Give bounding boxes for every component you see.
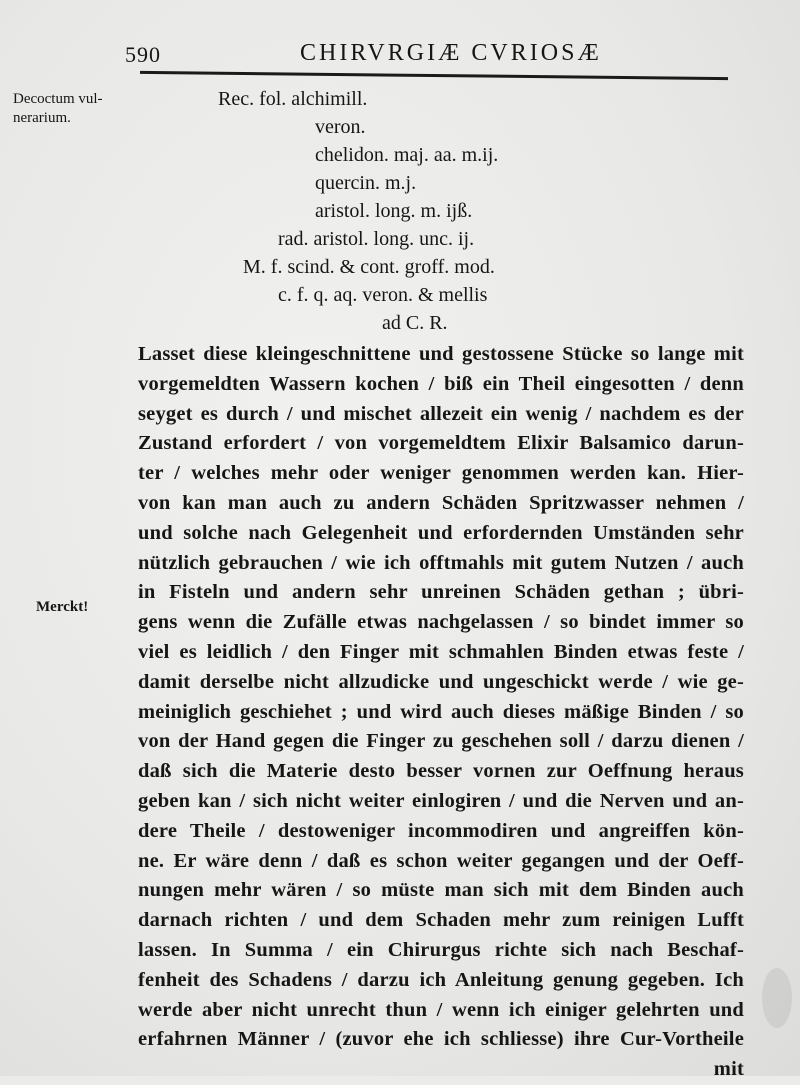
text-line: und solche nach Gelegenheit und erfordernden Umständen sehr (138, 521, 744, 544)
recipe-line: c. f. q. aq. veron. & mellis (278, 284, 488, 306)
text-line: darnach richten / und dem Schaden mehr zum reinigen Lufft (138, 909, 744, 932)
recipe-line: aristol. long. m. ijß. (315, 200, 473, 222)
page-number: 590 (125, 42, 161, 67)
recipe-line: ad C. R. (382, 312, 448, 334)
recipe-line: veron. (315, 116, 366, 138)
recipe-line: quercin. m.j. (315, 172, 417, 194)
recipe-line: M. f. scind. & cont. groff. mod. (243, 256, 495, 278)
recipe-line: rad. aristol. long. unc. ij. (278, 228, 475, 250)
text-line: damit derselbe nicht allzudicke und ungeschickt werde / wie ge- (138, 670, 744, 693)
text-line: in Fisteln und andern sehr unreinen Schäden gethan ; übri- (138, 581, 744, 604)
text-line: nungen mehr wären / so müste man sich mit dem Binden auch (138, 879, 744, 902)
text-line: Zustand erfordert / von vorgemeldtem Elixir Balsamico darun- (138, 432, 744, 455)
text-line: daß sich die Materie desto besser vornen zur Oeffnung heraus (138, 760, 744, 783)
text-line: von der Hand gegen die Finger zu geschehen soll / darzu dienen / (138, 730, 744, 753)
recipe-line: Rec. fol. alchimill. (218, 88, 368, 110)
recipe-line: chelidon. maj. aa. m.ij. (315, 144, 499, 166)
running-title: CHIRVRGIÆ CVRIOSÆ (300, 40, 602, 66)
text-line: viel es leidlich / den Finger mit schmahlen Binden etwas feste / (138, 640, 744, 663)
body-paragraph (138, 340, 744, 1085)
margin-note-merckt: Merckt! (36, 599, 89, 615)
text-line: lassen. In Summa / ein Chirurgus richte sich nach Beschaf- (138, 938, 744, 961)
text-line: gens wenn die Zufälle etwas nachgelassen / so bindet immer so (138, 611, 744, 634)
header-rule (140, 71, 728, 80)
text-line: erfahrnen Männer / (zuvor ehe ich schliesse) ihre Cur-Vortheile (138, 1028, 744, 1051)
catchword: mit (713, 1058, 744, 1081)
text-line: meiniglich geschiehet ; und wird auch dieses mäßige Binden / so (138, 700, 744, 723)
text-line: vorgemeldten Wassern kochen / biß ein Theil eingesotten / denn (138, 372, 744, 395)
text-line: nützlich gebrauchen / wie ich offtmahls mit gutem Nutzen / auch (138, 551, 744, 574)
margin-note-line: Decoctum vul- (13, 91, 103, 107)
text-line: fenheit des Schadens / darzu ich Anleitung genung gegeben. Ich (138, 968, 744, 991)
text-line: ter / welches mehr oder weniger genommen werden kan. Hier- (138, 462, 744, 485)
paper-stain (762, 968, 792, 1028)
text-line: Lasset diese kleingeschnittene und gestossene Stücke so lange mit (138, 343, 744, 365)
margin-note-line: nerarium. (13, 110, 71, 126)
text-line: dere Theile / destoweniger incommodiren und angreiffen kön- (138, 819, 744, 842)
text-line: seyget es durch / und mischet allezeit ein wenig / nachdem es der (138, 402, 744, 425)
text-line: von kan man auch zu andern Schäden Spritzwasser nehmen / (138, 491, 744, 514)
text-line: ne. Er wäre denn / daß es schon weiter gegangen und der Oeff- (138, 849, 744, 872)
text-line: geben kan / sich nicht weiter einlogiren / und die Nerven und an- (138, 789, 744, 812)
text-line: werde aber nicht unrecht thun / wenn ich einiger gelehrten und (138, 998, 744, 1021)
margin-note-decoctum (13, 90, 103, 128)
